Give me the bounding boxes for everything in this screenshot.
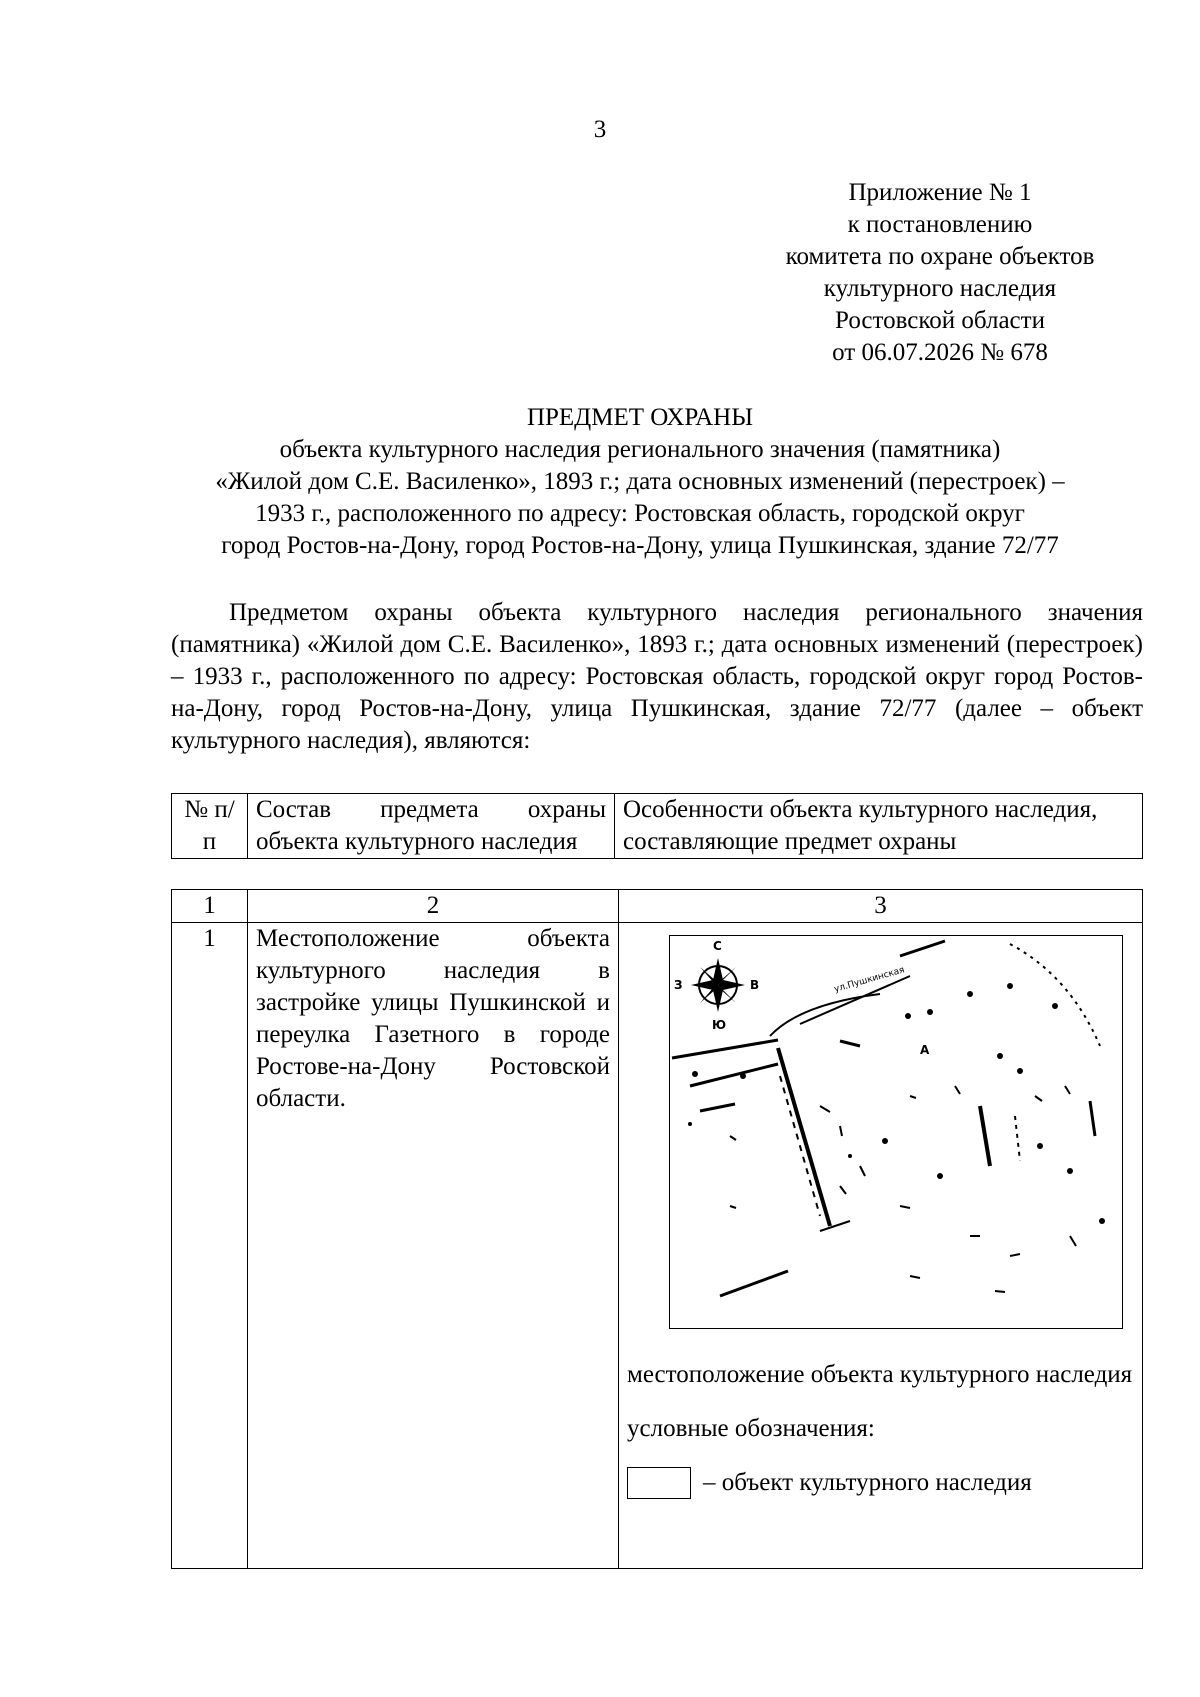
legend-title: условные обозначения: xyxy=(627,1415,875,1442)
compass-south-label: Ю xyxy=(712,1018,727,1032)
title-main: ПРЕДМЕТ ОХРАНЫ xyxy=(526,404,754,431)
appendix-block xyxy=(740,177,1140,369)
document-title xyxy=(140,402,1140,562)
appendix-line: от 06.07.2026 № 678 xyxy=(832,339,1048,366)
appendix-line: Приложение № 1 xyxy=(848,179,1032,206)
table-header xyxy=(171,793,1143,859)
column-number: 2 xyxy=(248,890,619,923)
legend-swatch-icon xyxy=(627,1467,691,1499)
title-line: город Ростов-на-Дону, город Ростов-на-Дону, улица Пушкинская, здание 72/77 xyxy=(221,532,1059,559)
row-features xyxy=(619,923,1143,1569)
compass-west-label: З xyxy=(674,978,683,992)
appendix-line: культурного наследия xyxy=(823,275,1057,302)
page-number: 3 xyxy=(593,116,607,143)
column-number: 1 xyxy=(172,890,248,923)
map-label-a: А xyxy=(920,1043,930,1057)
compass-icon xyxy=(691,958,745,1012)
compass-east-label: В xyxy=(750,978,760,992)
title-line: объекта культурного наследия регионального значения (памятника) xyxy=(279,436,1001,463)
table-row xyxy=(172,923,1143,1569)
legend-item-label: – объект культурного наследия xyxy=(703,1469,1032,1496)
table-row xyxy=(172,890,1143,923)
appendix-line: к постановлению xyxy=(847,211,1033,238)
header-composition: Состав предмета охраны объекта культурного наследия xyxy=(248,794,615,859)
row-description: Местоположение объекта культурного наследия в застройке улицы Пушкинской и переулка Газетного в городе Ростове-на-Дону Ростовской области. xyxy=(248,923,619,1569)
map-street-label: ул.Пушкинская xyxy=(833,965,906,995)
legend-item xyxy=(627,1467,1134,1499)
map-caption: местоположение объекта культурного наследия xyxy=(627,1361,1133,1388)
header-number: № п/п xyxy=(172,794,248,859)
site-plan-map xyxy=(669,935,1123,1329)
row-number: 1 xyxy=(172,923,248,1569)
appendix-line: комитета по охране объектов xyxy=(785,243,1095,270)
header-features: Особенности объекта культурного наследия, составляющие предмет охраны xyxy=(615,794,1143,859)
column-number: 3 xyxy=(619,890,1143,923)
table-body xyxy=(171,889,1143,1569)
appendix-line: Ростовской области xyxy=(835,307,1045,334)
title-line: «Жилой дом С.Е. Василенко», 1893 г.; дата основных изменений (перестроек) – xyxy=(215,468,1065,495)
intro-paragraph: Предметом охраны объекта культурного наследия регионального значения (памятника) «Жилой дом С.Е. Василенко», 1893 г.; дата основных изменений (перестроек) – 1933 г., расположенного по адресу: Ростовская область, городской округ город Ростов-на-Дону, город Ростов-на-Дону, улица Пушкинская, здание 72/77 (далее – объект культурного наследия), являются: xyxy=(171,599,1143,754)
title-line: 1933 г., расположенного по адресу: Ростовская область, городской округ xyxy=(255,500,1025,527)
map-drawing xyxy=(670,936,1122,1328)
compass-north-label: С xyxy=(713,939,722,953)
